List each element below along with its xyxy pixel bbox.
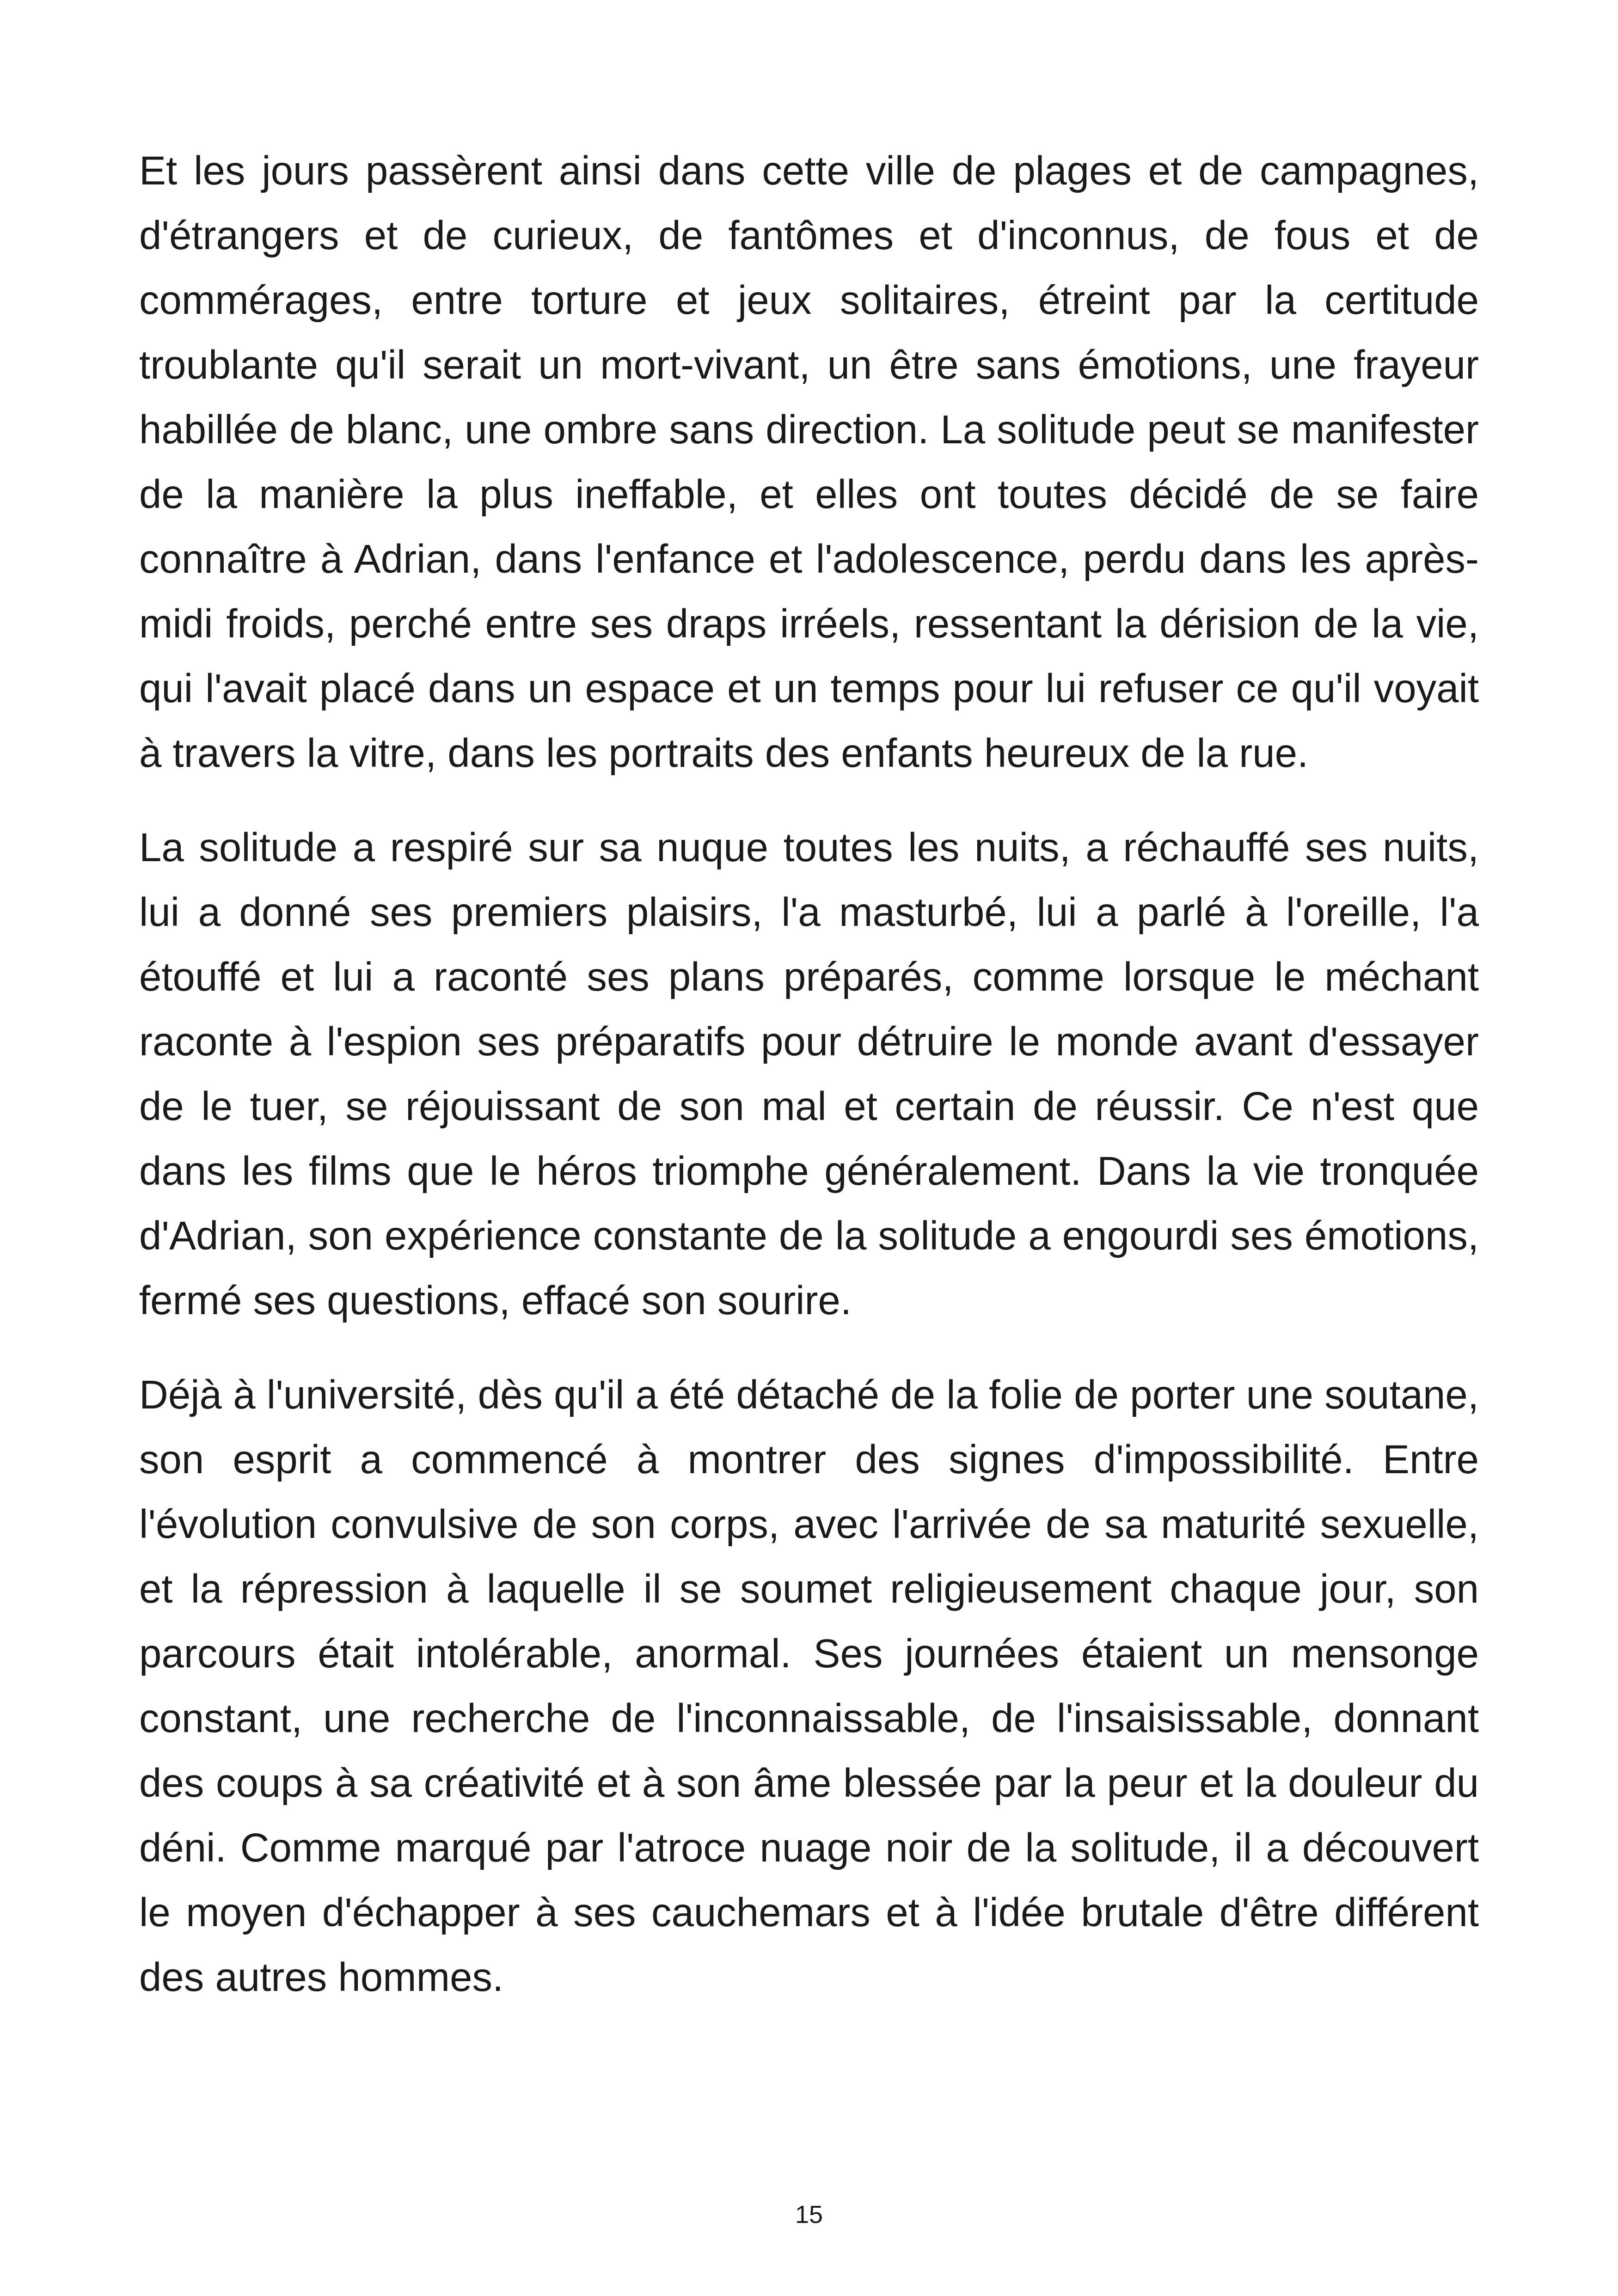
body-text bbox=[139, 139, 1479, 2039]
paragraph-2: La solitude a respiré sur sa nuque toutes les nuits, a réchauffé ses nuits, lui a donné ses premiers plaisirs, l'a masturbé, lui a parlé à l'oreille, l'a étouffé et lui a raconté ses plans préparés, comme lorsque le méchant raconte à l'espion ses préparatifs pour détruire le monde avant d'essayer de le tuer, se réjouissant de son mal et certain de réussir. Ce n'est que dans les films que le héros triomphe généralement. Dans la vie tronquée d'Adrian, son expérience constante de la solitude a engourdi ses émotions, fermé ses questions, effacé son sourire. bbox=[139, 825, 1479, 1323]
paragraph-1: Et les jours passèrent ainsi dans cette ville de plages et de campagnes, d'étrangers et de curieux, de fantômes et d'inconnus, de fous et de commérages, entre torture et jeux solitaires, étreint par la certitude troublante qu'il serait un mort-vivant, un être sans émotions, une frayeur habillée de blanc, une ombre sans direction. La solitude peut se manifester de la manière la plus ineffable, et elles ont toutes décidé de se faire connaître à Adrian, dans l'enfance et l'adolescence, perdu dans les après-midi froids, perché entre ses draps irréels, ressentant la dérision de la vie, qui l'avait placé dans un espace et un temps pour lui refuser ce qu'il voyait à travers la vitre, dans les portraits des enfants heureux de la rue. bbox=[139, 148, 1479, 776]
page-number: 15 bbox=[795, 2201, 823, 2229]
paragraph-3: Déjà à l'université, dès qu'il a été détaché de la folie de porter une soutane, son esprit a commencé à montrer des signes d'impossibilité. Entre l'évolution convulsive de son corps, avec l'arrivée de sa maturité sexuelle, et la répression à laquelle il se soumet religieusement chaque jour, son parcours était intolérable, anormal. Ses journées étaient un mensonge constant, une recherche de l'inconnaissable, de l'insaisissable, donnant des coups à sa créativité et à son âme blessée par la peur et la douleur du déni. Comme marqué par l'atroce nuage noir de la solitude, il a découvert le moyen d'échapper à ses cauchemars et à l'idée brutale d'être différent des autres hommes. bbox=[139, 1372, 1479, 2000]
